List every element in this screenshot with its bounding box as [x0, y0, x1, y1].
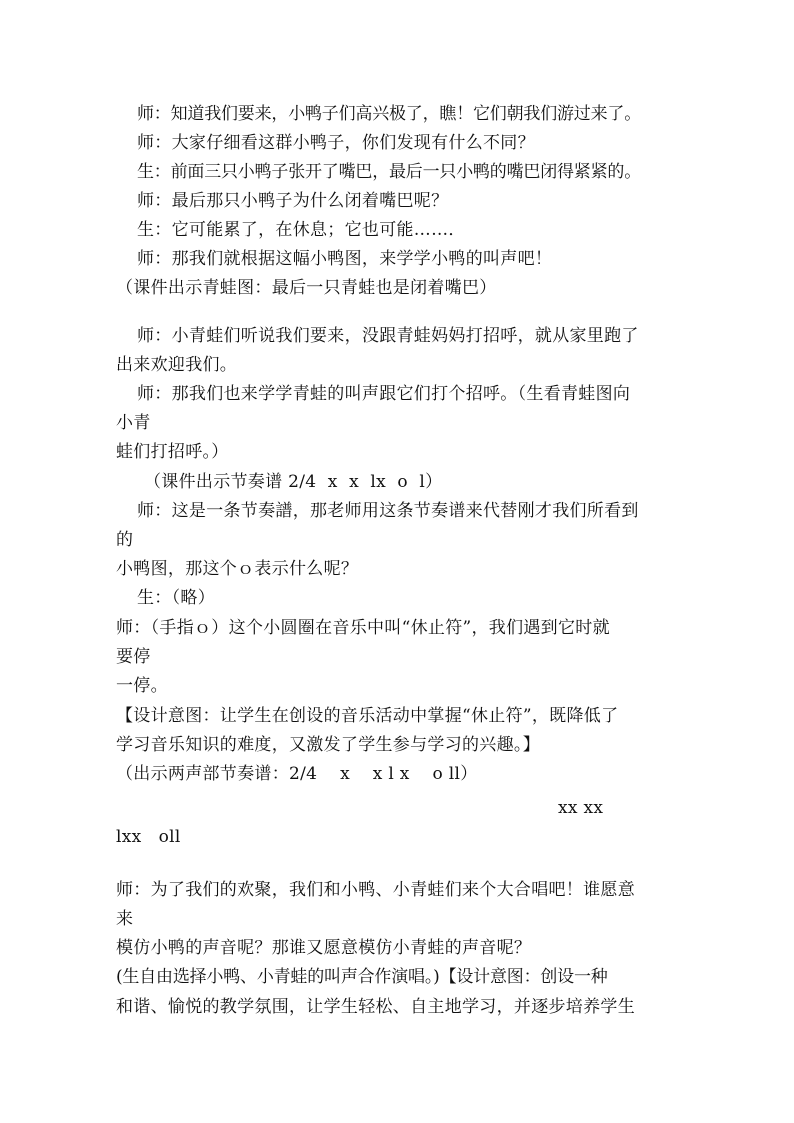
dialogue-line: 的	[116, 530, 134, 550]
design-intent-note: 学习音乐知识的难度，又激发了学生参与学习的兴趣。】	[116, 735, 540, 755]
rhythm-score-line: （课件出示节奏谱 2/4 x x lx o l）	[144, 472, 443, 492]
rhythm-score-line: xx xx	[558, 798, 604, 818]
dialogue-line: 生：（略）	[137, 588, 215, 608]
dialogue-line: 小青	[116, 413, 151, 433]
dialogue-line: 蛙们打招呼。）	[116, 442, 229, 462]
rhythm-score-line: lxx oll	[116, 827, 181, 847]
design-intent-note: 【设计意图：让学生在创设的音乐活动中掌握“休止符”，既降低了	[116, 706, 619, 726]
dialogue-line: 师：这是一条节奏譜，那老师用这条节奏谱来代替刚才我们所看到	[137, 501, 639, 521]
dialogue-line: 师：最后那只小鸭子为什么闭着嘴巴呢？	[137, 191, 449, 211]
courseware-note: （课件出示青蛙图：最后一只青蛙也是闭着嘴巴）	[116, 278, 497, 298]
dialogue-line: 师：那我们也来学学青蛙的叫声跟它们打个招呼。（生看青蛙图向	[137, 384, 631, 404]
dialogue-line: 要停	[116, 647, 151, 667]
dialogue-line: 师：知道我们要来，小鸭子们高兴极了，瞧！它们朝我们游过来了。	[137, 104, 641, 124]
design-intent-note: 和谐、愉悦的教学氛围，让学生轻松、自主地学习，并逐步培养学生	[116, 997, 635, 1017]
dialogue-line: 一停。	[116, 676, 168, 696]
dialogue-line: 生：它可能累了，在休息；它也可能……．	[137, 220, 466, 240]
rhythm-score-line: （出示两声部节奏谱：2/4 x x l x o ll）	[116, 764, 478, 784]
dialogue-line: 师：大家仔细看这群小鸭子，你们发现有什么不同？	[137, 133, 535, 153]
dialogue-line: 师：为了我们的欢聚，我们和小鸭、小青蛙们来个大合唱吧！谁愿意	[116, 880, 635, 900]
dialogue-line: 模仿小鸭的声音呢？那谁又愿意模仿小青蛙的声音呢？	[116, 938, 532, 958]
design-intent-note: (生自由选择小鸭、小青蛙的叫声合作演唱。)【设计意图：创设一种	[116, 967, 608, 987]
dialogue-line: 师：（手指ｏ）这个小圆圈在音乐中叫“休止符”，我们遇到它时就	[116, 618, 610, 638]
dialogue-line: 出来欢迎我们。	[116, 355, 238, 375]
dialogue-line: 小鸭图，那这个ｏ表示什么呢？	[116, 559, 359, 579]
dialogue-line: 师：小青蛙们听说我们要来，没跟青蛙妈妈打招呼，就从家里跑了	[137, 326, 639, 346]
dialogue-line: 来	[116, 909, 134, 929]
dialogue-line: 生：前面三只小鸭子张开了嘴巴，最后一只小鸭的嘴巴闭得紧紧的。	[137, 162, 641, 182]
dialogue-line: 师：那我们就根据这幅小鸭图，来学学小鸭的叫声吧！	[137, 249, 553, 269]
